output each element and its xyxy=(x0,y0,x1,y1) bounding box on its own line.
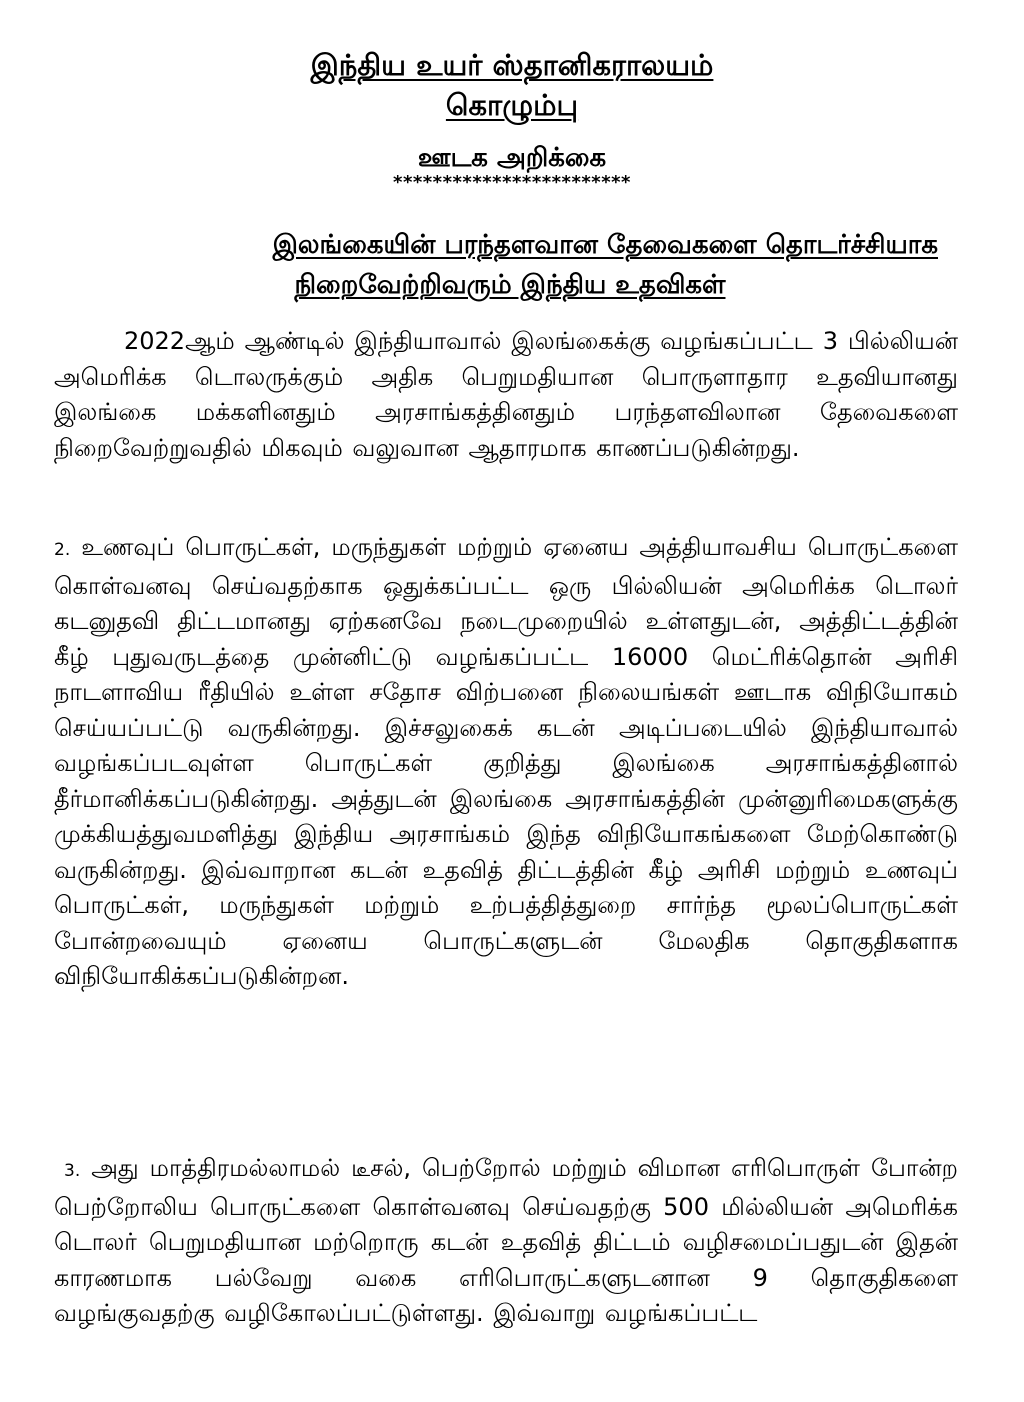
heading-separator: ************************ xyxy=(393,172,631,193)
city-heading: கொழும்பு xyxy=(445,88,579,122)
paragraph-2 xyxy=(54,530,958,995)
release-title-line-2: நிறைவேற்றிவரும் இந்திய உதவிகள் xyxy=(294,270,726,300)
office-heading: இந்திய உயர் ஸ்தானிகராலயம் xyxy=(310,48,714,82)
paragraph-1-text: 2022ஆம் ஆண்டில் இந்தியாவால் இலங்கைக்கு வழங்கப்பட்ட 3 பில்லியன் அமெரிக்க டொலருக்கும் அதிக பெறுமதியான பொருளாதார உதவியானது இலங்கை மக்களினதும் அரசாங்கத்தினதும் பரந்தளவிலான தேவைகளை நிறைவேற்றுவதில் மிகவும் வலுவான ஆதாரமாக காணப்படுகின்றது. xyxy=(54,327,958,462)
paragraph-2-text: உணவுப் பொருட்கள், மருந்துகள் மற்றும் ஏனைய அத்தியாவசிய பொருட்களை கொள்வனவு செய்வதற்காக ஒதுக்கப்பட்ட ஒரு பில்லியன் அமெரிக்க டொலர் கடனுதவி திட்டமானது ஏற்கனவே நடைமுறையில் உள்ளதுடன், அத்திட்டத்தின் கீழ் புதுவருடத்தை முன்னிட்டு வழங்கப்பட்ட 16000 மெட்ரிக்தொன் அரிசி நாடளாவிய ரீதியில் உள்ள சதோச விற்பனை நிலையங்கள் ஊடாக விநியோகம் செய்யப்பட்டு வருகின்றது. இச்சலுகைக் கடன் அடிப்படையில் இந்தியாவால் வழங்கப்படவுள்ள பொருட்கள் குறித்து இலங்கை அரசாங்கத்தினால் தீர்மானிக்கப்படுகின்றது. அத்துடன் இலங்கை அரசாங்கத்தின் முன்னுரிமைகளுக்கு முக்கியத்துவமளித்து இந்திய அரசாங்கம் இந்த விநியோகங்களை மேற்கொண்டு வருகின்றது. இவ்வாறான கடன் உதவித் திட்டத்தின் கீழ் அரிசி மற்றும் உணவுப் பொருட்கள், மருந்துகள் மற்றும் உற்பத்தித்துறை சார்ந்த மூலப்பொருட்கள் போன்றவையும் ஏனைய பொருட்களுடன் மேலதிக தொகுதிகளாக விநியோகிக்கப்படுகின்றன. xyxy=(54,533,958,990)
paragraph-2-number: 2. xyxy=(54,540,71,560)
paragraph-1 xyxy=(54,324,958,466)
document-type-heading: ஊடக அறிக்கை xyxy=(417,143,607,173)
paragraph-3-number: 3. xyxy=(64,1161,81,1181)
paragraph-3 xyxy=(54,1151,958,1332)
paragraph-3-text: அது மாத்திரமல்லாமல் டீசல், பெற்றோல் மற்றும் விமான எரிபொருள் போன்ற பெற்றோலிய பொருட்களை கொள்வனவு செய்வதற்கு 500 மில்லியன் அமெரிக்க டொலர் பெறுமதியான மற்றொரு கடன் உதவித் திட்டம் வழிசமைப்பதுடன் இதன் காரணமாக பல்வேறு வகை எரிபொருட்களுடனான 9 தொகுதிகளை வழங்குவதற்கு வழிகோலப்பட்டுள்ளது. இவ்வாறு வழங்கப்பட்ட xyxy=(54,1154,958,1327)
release-title-line-1: இலங்கையின் பரந்தளவான தேவைகளை தொடர்ச்சியாக xyxy=(272,230,938,260)
